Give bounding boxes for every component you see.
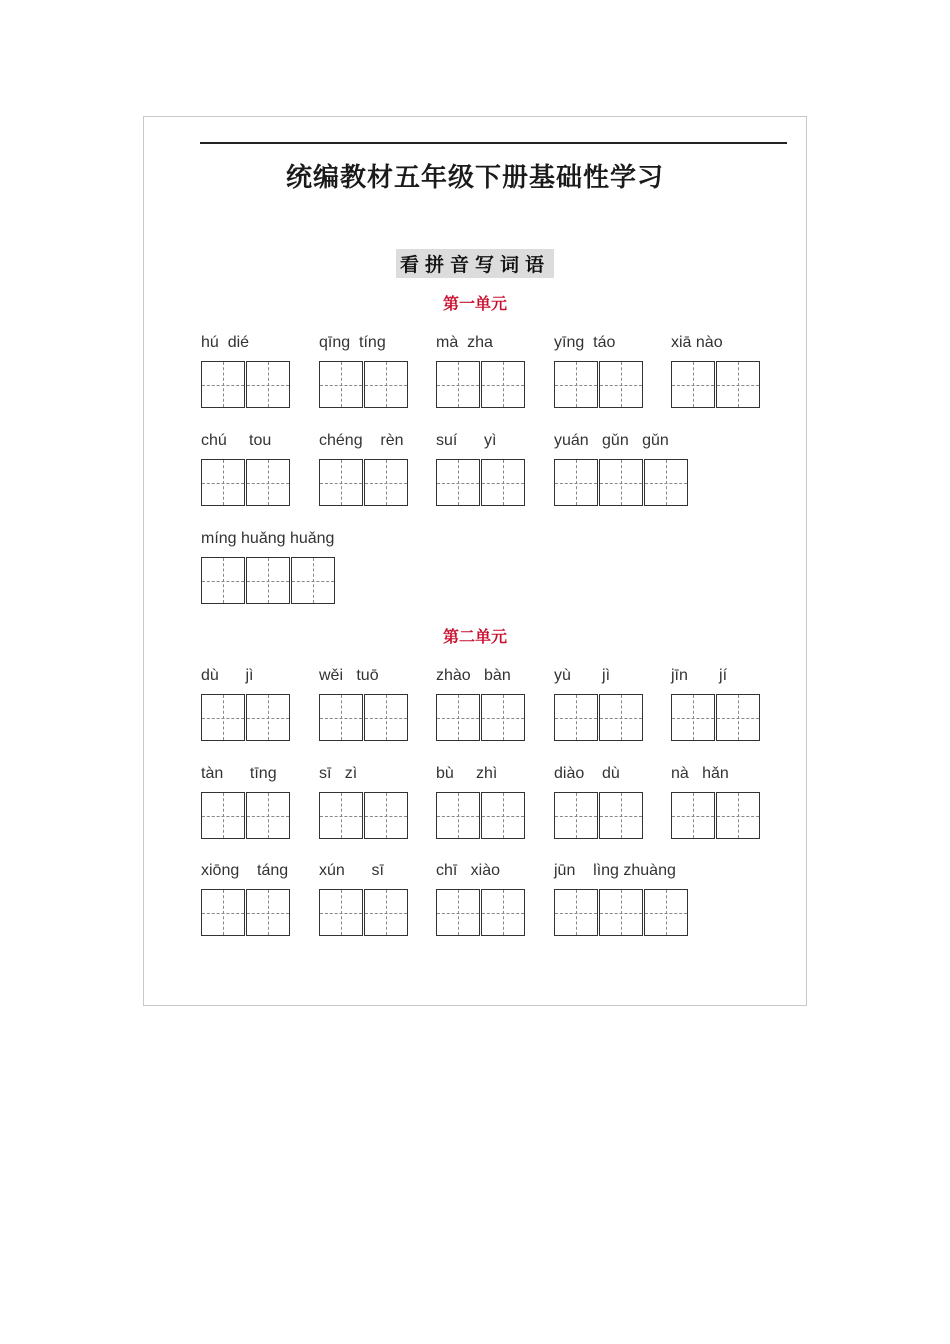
writing-box[interactable] xyxy=(201,694,245,741)
writing-box[interactable] xyxy=(599,694,643,741)
worksheet-page xyxy=(143,116,807,1006)
writing-grid xyxy=(319,459,409,506)
writing-box[interactable] xyxy=(364,361,408,408)
writing-grid xyxy=(201,694,291,741)
pinyin-label: mà zha xyxy=(436,334,493,351)
writing-grid xyxy=(554,889,689,936)
pinyin-label: hú dié xyxy=(201,334,250,351)
pinyin-label: yù jì xyxy=(554,667,611,684)
writing-box[interactable] xyxy=(644,459,688,506)
writing-box[interactable] xyxy=(201,361,245,408)
pinyin-label: wěi tuō xyxy=(319,667,379,684)
writing-grid xyxy=(319,889,409,936)
writing-grid xyxy=(201,361,291,408)
pinyin-label: jūn lìng zhuàng xyxy=(554,862,676,879)
writing-box[interactable] xyxy=(554,792,598,839)
writing-box[interactable] xyxy=(364,889,408,936)
pinyin-label: diào dù xyxy=(554,765,620,782)
pinyin-label: jīn jí xyxy=(671,667,728,684)
writing-grid xyxy=(554,694,644,741)
writing-box[interactable] xyxy=(599,889,643,936)
writing-grid xyxy=(671,694,761,741)
writing-box[interactable] xyxy=(481,459,525,506)
pinyin-label: chī xiào xyxy=(436,862,501,879)
writing-grid xyxy=(436,792,526,839)
pinyin-label: chú tou xyxy=(201,432,272,449)
writing-box[interactable] xyxy=(436,694,480,741)
writing-box[interactable] xyxy=(599,361,643,408)
writing-box[interactable] xyxy=(436,459,480,506)
writing-box[interactable] xyxy=(436,361,480,408)
writing-grid xyxy=(554,792,644,839)
writing-box[interactable] xyxy=(554,694,598,741)
writing-box[interactable] xyxy=(246,792,290,839)
writing-box[interactable] xyxy=(246,459,290,506)
pinyin-label: míng huǎng huǎng xyxy=(201,530,335,547)
pinyin-label: suí yì xyxy=(436,432,497,449)
writing-grid xyxy=(201,889,291,936)
writing-box[interactable] xyxy=(319,792,363,839)
writing-box[interactable] xyxy=(364,792,408,839)
writing-box[interactable] xyxy=(599,792,643,839)
writing-grid xyxy=(319,694,409,741)
writing-box[interactable] xyxy=(246,361,290,408)
writing-box[interactable] xyxy=(481,694,525,741)
writing-grid xyxy=(436,361,526,408)
writing-box[interactable] xyxy=(554,459,598,506)
section-heading xyxy=(144,249,806,278)
writing-box[interactable] xyxy=(201,459,245,506)
writing-box[interactable] xyxy=(671,361,715,408)
writing-grid xyxy=(201,459,291,506)
writing-grid xyxy=(436,459,526,506)
pinyin-label: sī zì xyxy=(319,765,358,782)
pinyin-label: xún sī xyxy=(319,862,384,879)
writing-grid xyxy=(554,361,644,408)
pinyin-label: nà hǎn xyxy=(671,765,729,782)
pinyin-label: xiōng táng xyxy=(201,862,289,879)
writing-box[interactable] xyxy=(599,459,643,506)
pinyin-label: tàn tīng xyxy=(201,765,277,782)
writing-box[interactable] xyxy=(481,361,525,408)
writing-box[interactable] xyxy=(291,557,335,604)
writing-box[interactable] xyxy=(319,361,363,408)
writing-box[interactable] xyxy=(671,792,715,839)
writing-grid xyxy=(436,694,526,741)
document-title: 统编教材五年级下册基础性学习 xyxy=(285,163,664,193)
writing-grid xyxy=(671,792,761,839)
writing-box[interactable] xyxy=(319,694,363,741)
writing-box[interactable] xyxy=(246,557,290,604)
writing-box[interactable] xyxy=(644,889,688,936)
writing-box[interactable] xyxy=(201,889,245,936)
writing-box[interactable] xyxy=(364,459,408,506)
pinyin-label: xiā nào xyxy=(671,334,723,351)
writing-box[interactable] xyxy=(481,889,525,936)
pinyin-label: dù jì xyxy=(201,667,254,684)
unit-1-title: 第一单元 xyxy=(442,294,507,313)
writing-box[interactable] xyxy=(436,792,480,839)
writing-box[interactable] xyxy=(716,694,760,741)
unit-2-title: 第二单元 xyxy=(442,627,507,646)
writing-box[interactable] xyxy=(554,889,598,936)
writing-box[interactable] xyxy=(716,792,760,839)
writing-box[interactable] xyxy=(246,889,290,936)
writing-box[interactable] xyxy=(481,792,525,839)
pinyin-label: chéng rèn xyxy=(319,432,404,449)
writing-box[interactable] xyxy=(554,361,598,408)
writing-grid xyxy=(319,361,409,408)
pinyin-label: zhào bàn xyxy=(436,667,511,684)
writing-grid xyxy=(436,889,526,936)
pinyin-label: qīng tíng xyxy=(319,334,386,351)
writing-box[interactable] xyxy=(201,792,245,839)
writing-box[interactable] xyxy=(716,361,760,408)
writing-box[interactable] xyxy=(246,694,290,741)
writing-box[interactable] xyxy=(436,889,480,936)
pinyin-label: yuán gǔn gǔn xyxy=(554,432,669,449)
writing-grid xyxy=(319,792,409,839)
writing-box[interactable] xyxy=(319,889,363,936)
writing-box[interactable] xyxy=(364,694,408,741)
writing-box[interactable] xyxy=(201,557,245,604)
writing-grid xyxy=(671,361,761,408)
pinyin-label: yīng táo xyxy=(554,334,616,351)
section-heading-label: 看拼音写词语 xyxy=(396,249,554,278)
writing-box[interactable] xyxy=(671,694,715,741)
writing-grid xyxy=(554,459,689,506)
writing-grid xyxy=(201,557,336,604)
top-rule xyxy=(200,142,787,144)
writing-grid xyxy=(201,792,291,839)
writing-box[interactable] xyxy=(319,459,363,506)
pinyin-label: bù zhì xyxy=(436,765,498,782)
